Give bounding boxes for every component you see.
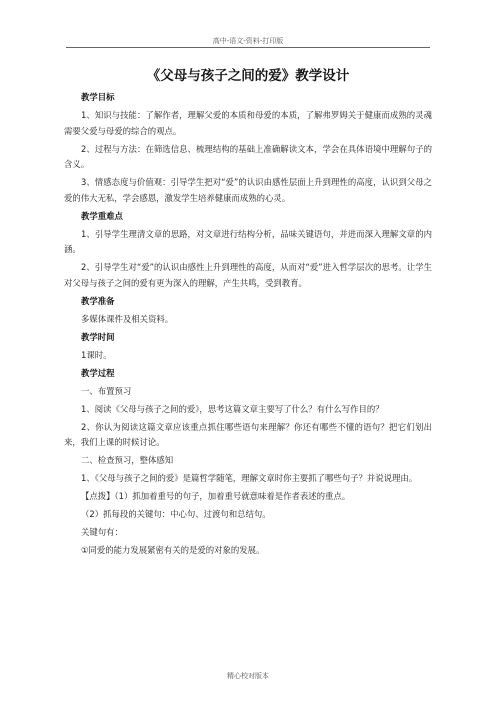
body-paragraph: 关键句有： xyxy=(81,527,123,538)
section-heading: 教学目标 xyxy=(81,92,115,102)
body-paragraph: 1、《父母与孩子之间的爱》是篇哲学随笔，理解文章时你主要抓了哪些句子？并说说理由。 xyxy=(81,473,418,484)
body-paragraph: 2、过程与方法：在筛选信息、梳理结构的基础上准确解读文本，学会在具体语境中理解句子的含义。 xyxy=(64,143,432,170)
body-paragraph: 【点拨】（1）抓加着重号的句子，加着重号就意味着是作者表述的重点。 xyxy=(81,491,351,502)
header-rule xyxy=(66,47,430,48)
body-paragraph: 1、阅读《父母与孩子之间的爱》，思考这篇文章主要写了什么？有什么写作目的？ xyxy=(81,403,384,414)
body-paragraph: 2、你认为阅读这篇文章应该重点抓住哪些语句来理解？你还有哪些不懂的语句？把它们划出来，我们上课的时候讨论。 xyxy=(64,421,432,448)
section-heading: 教学重难点 xyxy=(81,210,123,221)
body-paragraph: 1课时。 xyxy=(81,349,112,360)
body-paragraph: 1、引导学生理清文章的思路，对文章进行结构分析，品味关键语句，并进而深入理解文章的内涵。 xyxy=(64,228,432,255)
page-footer: 精心校对版本 xyxy=(227,672,269,680)
body-paragraph: 多媒体课件及相关资料。 xyxy=(81,313,174,324)
document-title: 《父母与孩子之间的爱》教学设计 xyxy=(146,68,350,84)
body-paragraph: 2、引导学生对“爱”的认识由感性上升到理性的高度，从而对“爱”进入哲学层次的思考。让学生对父母与孩子之间的爱有更为深入的理解，产生共鸣，受到教育。 xyxy=(64,262,432,288)
document-body xyxy=(64,90,432,561)
body-paragraph: 1、知识与技能：了解作者，理解父爱的本质和母爱的本质，了解弗罗姆关于健康而成熟的灵魂需要父爱与母爱的综合的观点。 xyxy=(64,109,432,136)
section-heading: 教学准备 xyxy=(81,295,115,306)
body-paragraph: 二、检查预习，整体感知 xyxy=(81,455,174,466)
body-paragraph: （2）抓每段的关键句：中心句、过渡句和总结句。 xyxy=(81,509,271,520)
body-paragraph: ①同爱的能力发展紧密有关的是爱的对象的发展。 xyxy=(81,545,265,556)
body-paragraph: 3、情感态度与价值观：引导学生把对“爱”的认识由感性层面上升到理性的高度，认识到父母之爱的伟大无私，学会感恩，激发学生培养健康而成熟的心灵。 xyxy=(64,177,432,203)
section-heading: 教学时间 xyxy=(81,331,115,342)
body-paragraph: 一、布置预习 xyxy=(81,385,132,396)
page-header: 高中-语文-资料-打印版 xyxy=(212,37,284,45)
section-heading: 教学过程 xyxy=(81,367,115,378)
